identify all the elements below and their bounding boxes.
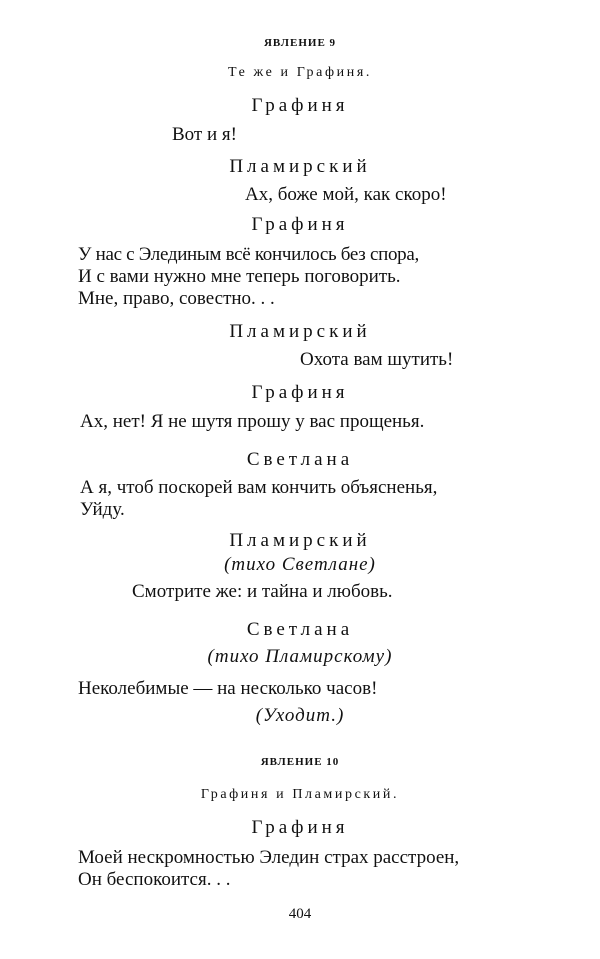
stage-direction: (тихо Светлане) — [224, 554, 376, 575]
speaker-name: Графиня — [251, 214, 349, 235]
dialogue-line: А я, чтоб поскорей вам кончить объясненья, — [80, 477, 438, 498]
dialogue-line: У нас с Элединым всё кончилось без спора, — [78, 244, 419, 265]
exit-direction: (Уходит.) — [255, 705, 345, 726]
scene-10-heading: ЯВЛЕНИЕ 10 — [260, 756, 340, 768]
scene-10-stage-direction: Графиня и Пламирский. — [200, 787, 400, 802]
speaker-name: Светлана — [246, 449, 354, 470]
dialogue-line: Ах, боже мой, как скоро! — [245, 184, 447, 205]
speaker-name: Пламирский — [229, 156, 371, 177]
dialogue-line: Ах, нет! Я не шутя прошу у вас прощенья. — [80, 411, 425, 432]
dialogue-line: Неколебимые — на несколько часов! — [78, 678, 378, 699]
dialogue-line: Он беспокоится. . . — [78, 869, 231, 890]
dialogue-line: Мне, право, совестно. . . — [78, 288, 275, 309]
dialogue-line: И с вами нужно мне теперь поговорить. — [78, 266, 401, 287]
dialogue-line: Смотрите же: и тайна и любовь. — [132, 581, 393, 602]
dialogue-line: Вот и я! — [172, 124, 237, 145]
scene-9-stage-direction: Те же и Графиня. — [228, 65, 372, 80]
scene-9-heading: ЯВЛЕНИЕ 9 — [263, 37, 337, 49]
speaker-name: Светлана — [246, 619, 354, 640]
speaker-name: Графиня — [251, 382, 349, 403]
dialogue-line: Моей нескромностью Эледин страх расстроен, — [78, 847, 460, 868]
speaker-name: Графиня — [251, 817, 349, 838]
speaker-name: Пламирский — [229, 530, 371, 551]
speaker-name: Графиня — [251, 95, 349, 116]
dialogue-line: Уйду. — [80, 499, 125, 520]
dialogue-line: Охота вам шутить! — [300, 349, 454, 370]
speaker-name: Пламирский — [229, 321, 371, 342]
page-number: 404 — [288, 906, 312, 922]
stage-direction: (тихо Пламирскому) — [207, 646, 393, 667]
